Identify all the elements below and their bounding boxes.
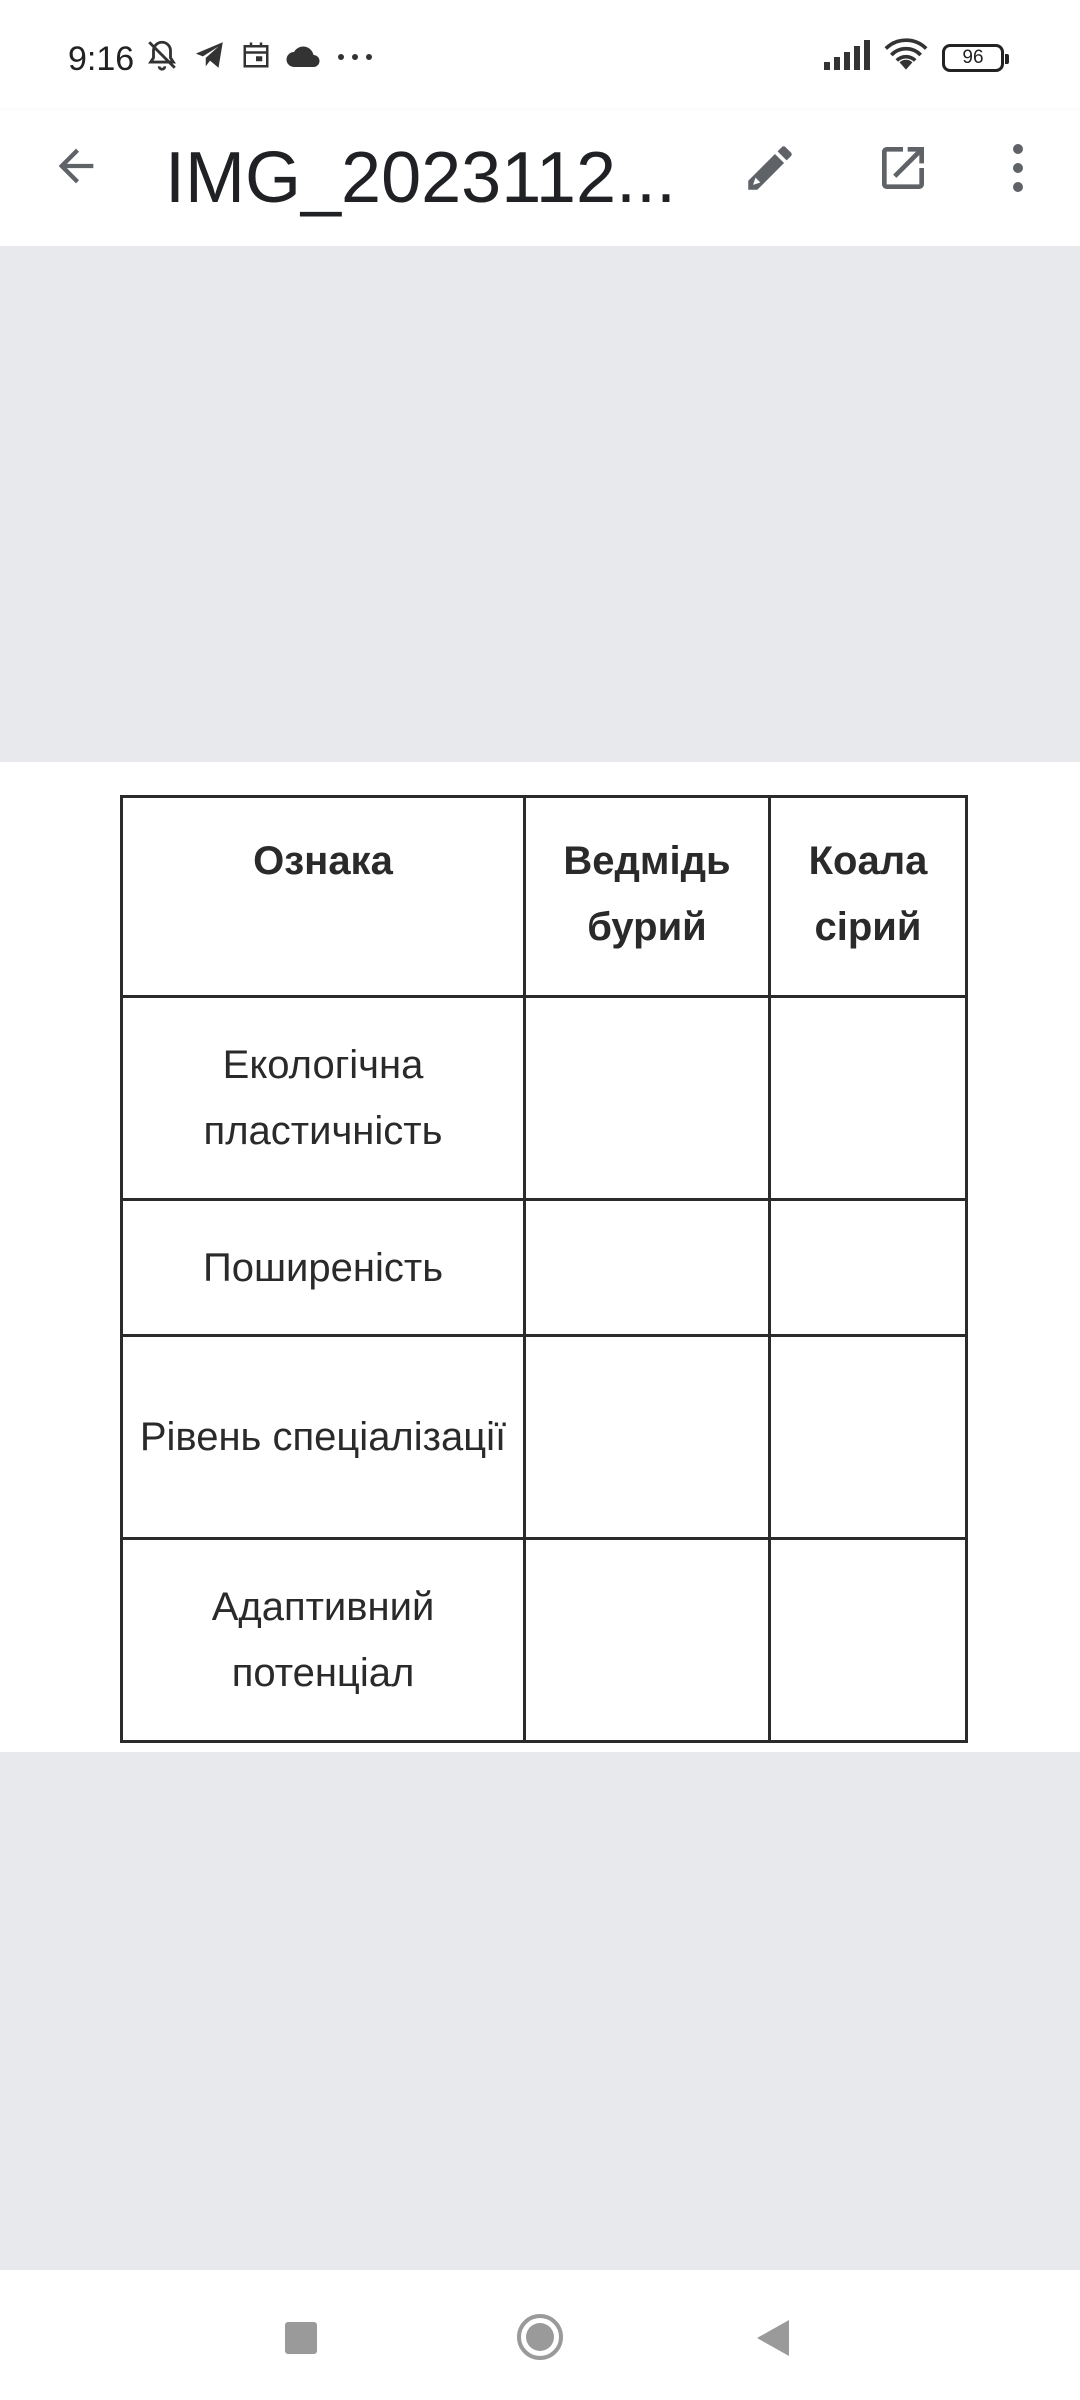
header-cell: Ознака — [122, 797, 525, 997]
table-cell — [525, 1539, 770, 1742]
app-bar — [0, 110, 1080, 246]
comparison-table — [120, 795, 968, 1743]
table-row — [122, 997, 967, 1200]
table-cell — [525, 997, 770, 1200]
table-cell — [770, 997, 967, 1200]
status-bar — [0, 0, 1080, 110]
table-row — [122, 1539, 967, 1742]
table-cell — [770, 1539, 967, 1742]
back-button[interactable] — [44, 136, 108, 200]
home-icon[interactable] — [516, 2313, 564, 2361]
table-cell — [525, 1336, 770, 1539]
recents-icon[interactable] — [285, 2322, 317, 2354]
more-vert-icon — [1011, 142, 1025, 199]
row-label: Адаптивний потенціал — [122, 1539, 525, 1742]
table-row — [122, 1336, 967, 1539]
wifi-icon — [884, 38, 928, 77]
table-cell — [770, 1200, 967, 1336]
back-arrow-icon — [50, 140, 102, 197]
page-title: IMG_2023112... — [165, 138, 676, 218]
system-nav-bar — [0, 2270, 1080, 2400]
open-with-button[interactable] — [868, 135, 938, 205]
mute-bell-icon — [145, 38, 179, 77]
row-label: Екологічна пластичність — [122, 997, 525, 1200]
row-label: Поширеність — [122, 1200, 525, 1336]
pencil-icon — [741, 139, 799, 202]
telegram-icon — [193, 38, 227, 77]
table-cell — [770, 1336, 967, 1539]
battery-icon — [942, 44, 1004, 72]
edit-button[interactable] — [735, 135, 805, 205]
header-cell: Ведмідь бурий — [525, 797, 770, 997]
table-cell — [525, 1200, 770, 1336]
row-label: Рівень спеціалізації — [122, 1336, 525, 1539]
header-cell: Коала сірий — [770, 797, 967, 997]
open-external-icon — [875, 140, 931, 201]
more-options-button[interactable] — [988, 135, 1048, 205]
back-icon[interactable] — [755, 2318, 791, 2358]
table-row — [122, 1200, 967, 1336]
cloud-icon — [285, 40, 321, 75]
signal-icon — [824, 40, 870, 75]
calendar-icon — [241, 40, 271, 75]
table-header-row — [122, 797, 967, 997]
status-icons-left — [145, 38, 375, 77]
status-time: 9:16 — [68, 40, 135, 78]
more-dots-icon — [335, 49, 375, 67]
battery-level: 96 — [962, 46, 984, 68]
status-icons-right — [824, 38, 1004, 77]
